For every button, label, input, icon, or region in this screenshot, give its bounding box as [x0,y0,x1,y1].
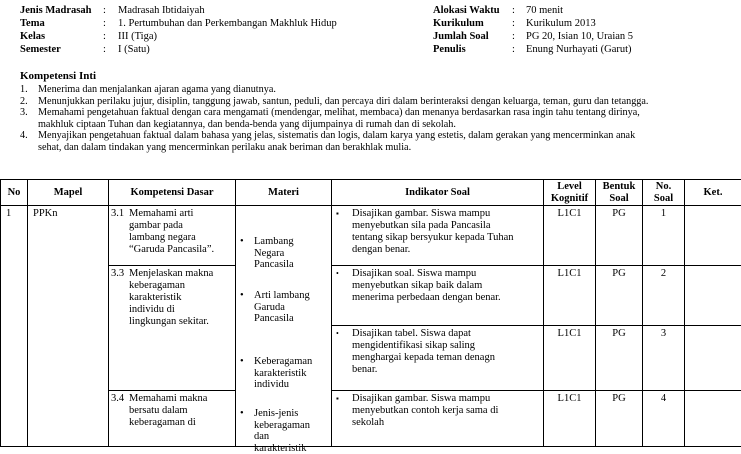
ki-title: Kompetensi Inti [20,70,96,82]
cell-materi [236,206,332,447]
materi-line: keberagaman [254,420,310,431]
kd-line: “Garuda Pancasila”. [129,244,214,255]
cell-mapel [28,206,109,447]
cell-no-soal [643,326,685,391]
colon: : [512,18,515,29]
header-bentuk-line2: Soal [609,193,628,204]
bullet-icon: • [336,328,339,340]
indikator-line: Disajikan tabel. Siswa dapat [352,328,471,339]
cell-no-soal [643,266,685,326]
kd-line: Menjelaskan makna [129,268,213,279]
bullet-icon: • [240,290,244,302]
indikator-line: menghargai kepada teman denagn [352,352,495,363]
ki-item [20,96,732,108]
cell-ket [685,206,741,266]
header-nosoal-line2: Soal [654,193,673,204]
header-materi: Materi [236,180,332,206]
header-no-soal [643,180,685,206]
cell-ket [685,391,741,447]
value-penulis: Enung Nurhayati (Garut) [526,44,632,55]
ki-item-text-cont: makhluk ciptaan Tuhan dan kegiatannya, dan benda-benda yang dijumpainya di rumah dan di sekolah. [38,119,456,130]
materi-line: Negara [254,248,284,259]
cell-bentuk [596,326,643,391]
bentuk-value: PG [612,393,625,404]
colon: : [103,31,106,42]
table-header-row [1,180,741,206]
square-bullet-icon: ▪ [336,393,339,405]
colon: : [103,44,106,55]
colon: : [103,18,106,29]
kd-line: lambang negara [129,232,196,243]
materi-item [240,356,320,391]
table-row [1,391,741,447]
indikator-line: tentang sikap bersyukur kepada Tuhan [352,232,514,243]
ki-list [20,84,732,154]
materi-line: dan [254,431,269,442]
table-row [1,266,741,326]
label-alokasi-waktu: Alokasi Waktu [433,5,500,16]
materi-line: karakteristik [254,443,306,454]
mapel-value: PPKn [33,208,58,219]
label-jumlah-soal: Jumlah Soal [433,31,489,42]
cell-bentuk [596,206,643,266]
indikator-line: menyebutkan sila pada Pancasila [352,220,491,231]
ki-item-text: Menerima dan menjalankan ajaran agama yang dianutnya. [38,84,276,95]
materi-line: Keberagaman [254,356,312,367]
label-semester: Semester [20,44,61,55]
cell-level [544,326,596,391]
level-value: L1C1 [558,208,582,219]
kd-line: keberagaman [129,280,185,291]
materi-line: karakteristik [254,368,306,379]
header-no: No [1,180,28,206]
kd-line: Memahami arti [129,208,193,219]
cell-kd-3-4 [109,391,236,447]
cell-ket [685,326,741,391]
no-soal-value: 4 [661,393,666,404]
cell-no-soal [643,206,685,266]
ki-item-number: 3. [20,107,28,119]
materi-line: Garuda [254,302,285,313]
materi-line: Pancasila [254,259,294,270]
ki-item-text: Menunjukkan perilaku jujur, disiplin, tanggung jawab, santun, peduli, dan percaya diri dalam berinteraksi dengan keluarga, teman, guru dan tetangga. [38,96,648,107]
ki-item-text-cont: sehat, dan dalam tindakan yang mencerminkan perilaku anak beriman dan berakhlak mulia. [38,142,411,153]
bentuk-value: PG [612,328,625,339]
kd-number: 3.1 [111,208,129,220]
indikator-line: Disajikan soal. Siswa mampu [352,268,476,279]
materi-line: Pancasila [254,313,294,324]
ki-item-number: 4. [20,130,28,142]
kd-line: bersatu dalam [129,405,188,416]
indikator-line: sekolah [352,417,384,428]
cell-level [544,391,596,447]
cell-bentuk [596,391,643,447]
no-soal-value: 3 [661,328,666,339]
kisi-kisi-table [0,179,741,447]
ki-item [20,84,732,96]
header-indikator-soal: Indikator Soal [332,180,544,206]
indikator-line: menyebutkan contoh kerja sama di [352,405,498,416]
header-nosoal-line1: No. [656,181,671,192]
ki-item-text: Menyajikan pengetahuan faktual dalam bahasa yang jelas, sistematis dan logis, dalam karya yang estetis, dalam gerakan yang mencerminkan anak [38,130,635,141]
bullet-icon: • [240,356,244,368]
kd-line: karakteristik [129,292,181,303]
kd-number: 3.3 [111,268,129,280]
materi-line: Lambang [254,236,294,247]
materi-line: individu [254,379,289,390]
value-alokasi-waktu: 70 menit [526,5,563,16]
cell-kd-3-3 [109,266,236,391]
cell-no-soal [643,391,685,447]
level-value: L1C1 [558,268,582,279]
ki-item [20,130,732,153]
square-bullet-icon: ▪ [336,208,339,220]
cell-kd-3-1 [109,206,236,266]
colon: : [512,44,515,55]
value-tema: 1. Pertumbuhan dan Perkembangan Makhluk Hidup [118,18,337,29]
header-mapel: Mapel [28,180,109,206]
table-row [1,206,741,266]
kd-line: individu di [129,304,175,315]
header-level-kognitif [544,180,596,206]
cell-indikator [332,391,544,447]
materi-line: Arti lambang [254,290,310,301]
header-level-line2: Kognitif [551,193,588,204]
kd-line: keberagaman di [129,417,196,428]
header-kompetensi-dasar: Kompetensi Dasar [109,180,236,206]
cell-ket [685,266,741,326]
indikator-line: Disajikan gambar. Siswa mampu [352,393,490,404]
indikator-line: dengan benar. [352,244,410,255]
colon: : [512,31,515,42]
label-penulis: Penulis [433,44,466,55]
cell-no [1,206,28,447]
materi-item [240,290,320,325]
indikator-line: mengidentifikasi sikap saling [352,340,475,351]
label-kelas: Kelas [20,31,45,42]
kd-line: lingkungan sekitar. [129,316,209,327]
materi-item [240,408,320,454]
header-bentuk-line1: Bentuk [603,181,636,192]
header-ket: Ket. [685,180,741,206]
kd-line: gambar pada [129,220,183,231]
colon: : [512,5,515,16]
cell-indikator [332,326,544,391]
indikator-line: menyebutkan sikap baik dalam [352,280,482,291]
bullet-icon: • [240,408,244,420]
header-bentuk-soal [596,180,643,206]
no-soal-value: 2 [661,268,666,279]
bentuk-value: PG [612,268,625,279]
label-jenis-madrasah: Jenis Madrasah [20,5,91,16]
indikator-line: menerima perbedaan dengan benar. [352,292,501,303]
label-tema: Tema [20,18,45,29]
label-kurikulum: Kurikulum [433,18,484,29]
value-semester: I (Satu) [118,44,150,55]
value-kelas: III (Tiga) [118,31,157,42]
no-soal-value: 1 [661,208,666,219]
indikator-line: Disajikan gambar. Siswa mampu [352,208,490,219]
level-value: L1C1 [558,328,582,339]
ki-item-number: 2. [20,96,28,108]
materi-line: Jenis-jenis [254,408,298,419]
header-level-line1: Level [557,181,582,192]
kd-line: Memahami makna [129,393,207,404]
ki-item-text: Memahami pengetahuan faktual dengan cara mengamati (mendengar, melihat, membaca) dan menanya berdasarkan rasa ingin tahu tentang dirinya, [38,107,640,118]
cell-level [544,266,596,326]
bullet-icon: • [240,236,244,248]
kd-number: 3.4 [111,393,129,405]
value-jenis-madrasah: Madrasah Ibtidaiyah [118,5,205,16]
materi-item [240,236,320,271]
level-value: L1C1 [558,393,582,404]
cell-bentuk [596,266,643,326]
value-kurikulum: Kurikulum 2013 [526,18,596,29]
value-jumlah-soal: PG 20, Isian 10, Uraian 5 [526,31,633,42]
row-number: 1 [6,208,11,219]
bullet-icon: • [336,268,339,280]
colon: : [103,5,106,16]
cell-indikator [332,266,544,326]
ki-item [20,107,732,130]
indikator-line: benar. [352,364,377,375]
cell-level [544,206,596,266]
bentuk-value: PG [612,208,625,219]
ki-item-number: 1. [20,84,28,96]
cell-indikator [332,206,544,266]
